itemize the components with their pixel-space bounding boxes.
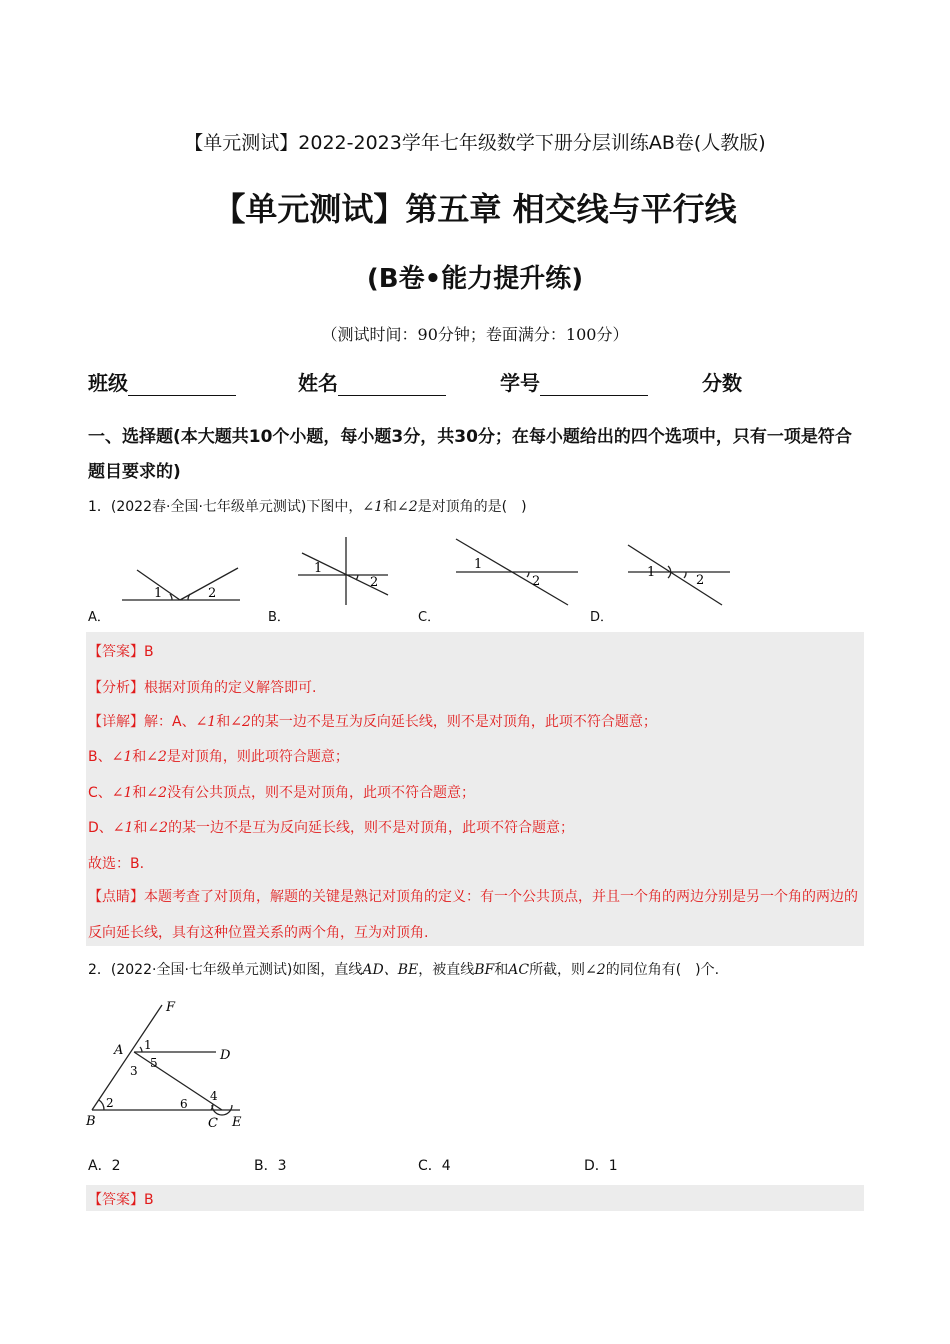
q2-option-b[interactable]: B．3 (254, 1158, 287, 1174)
student-id-label: 学号 (500, 371, 540, 395)
q1-detail-b: B、∠1和∠2是对顶角，则此项符合题意； (88, 749, 349, 765)
q1-analysis: 【分析】根据对顶角的定义解答即可. (88, 680, 317, 696)
q1-option-c[interactable]: C． (418, 610, 441, 625)
q1-answer: 【答案】B (88, 644, 154, 660)
q2-label-c: C (208, 1116, 218, 1131)
student-id-field (500, 367, 648, 396)
fig-c-label-2: 2 (532, 574, 541, 589)
q2-answer-panel (86, 1185, 864, 1211)
q2-angle-2: 2 (106, 1096, 114, 1110)
name-label: 姓名 (298, 371, 338, 395)
score-field (702, 367, 742, 396)
fig-b-label-2: 2 (370, 575, 379, 590)
q2-angle-6: 6 (180, 1097, 188, 1111)
fig-a-label-1: 1 (154, 586, 163, 601)
q1-option-a[interactable]: A． (88, 610, 110, 625)
document-header: 【单元测试】2022-2023学年七年级数学下册分层训练AB卷(人教版) (184, 132, 766, 154)
page-subtitle: (B卷•能力提升练) (366, 264, 584, 294)
fig-d-label-1: 1 (647, 565, 656, 580)
q1-conclusion: 故选：B. (88, 856, 145, 872)
q2-angle-4: 4 (210, 1089, 218, 1103)
student-id-blank (540, 375, 648, 396)
class-blank (128, 375, 236, 396)
question-2-stem: 2．(2022·全国·七年级单元测试)如图，直线AD、BE，被直线BF和AC所截，则∠2的同位角有( )个. (88, 962, 720, 978)
q1-stem-suffix: 是对顶角的是( ) (417, 499, 527, 515)
q1-angle-2: ∠2 (397, 499, 418, 515)
q1-angle-1: ∠1 (362, 499, 384, 515)
figure-option-c (456, 539, 578, 605)
q2-answer: 【答案】B (88, 1192, 154, 1208)
q1-and: 和 (383, 499, 398, 515)
exam-info: （测试时间：90分钟；卷面满分：100分） (321, 325, 629, 344)
figure-option-a (122, 568, 240, 600)
fig-b-label-1: 1 (314, 561, 323, 576)
fig-d-label-2: 2 (696, 573, 705, 588)
q2-angle-5: 5 (150, 1056, 158, 1070)
q2-label-b: B (86, 1114, 96, 1129)
q2-figure-lines (92, 1005, 240, 1115)
fig-a-label-2: 2 (208, 586, 217, 601)
question-1-stem (88, 496, 527, 516)
name-field (298, 367, 446, 396)
q2-option-a[interactable]: A．2 (88, 1158, 121, 1174)
fig-c-label-1: 1 (474, 557, 483, 572)
q2-label-e: E (232, 1115, 242, 1130)
q2-label-d: D (220, 1048, 231, 1063)
page-title: 【单元测试】第五章 相交线与平行线 (213, 190, 737, 228)
score-label: 分数 (702, 371, 742, 395)
q2-option-d[interactable]: D．1 (584, 1158, 618, 1174)
q1-option-b[interactable]: B． (268, 610, 290, 625)
q1-detail-a: 【详解】解：A、∠1和∠2的某一边不是互为反向延长线，则不是对顶角，此项不符合题意； (88, 714, 657, 730)
q1-detail-d: D、∠1和∠2的某一边不是互为反向延长线，则不是对顶角，此项不符合题意； (88, 820, 575, 836)
question-2-figure (80, 995, 270, 1135)
name-blank (338, 375, 446, 396)
q2-option-c[interactable]: C．4 (418, 1158, 451, 1174)
figure-option-d (628, 545, 730, 605)
q1-stem-prefix: 1．(2022春·全国·七年级单元测试)下图中， (88, 499, 363, 515)
q2-label-f: F (166, 1000, 176, 1015)
q2-label-a: A (114, 1043, 124, 1058)
q2-angle-3: 3 (130, 1064, 138, 1078)
q1-comment: 【点睛】本题考查了对顶角，解题的关键是熟记对顶角的定义：有一个公共顶点，并且一个角的两边分别是另一个角的两边的反向延长线，具有这种位置关系的两个角，互为对顶角. (88, 889, 858, 941)
q2-angle-1: 1 (144, 1038, 152, 1052)
class-field (88, 367, 236, 396)
section-heading: 一、选择题(本大题共10个小题，每小题3分，共30分；在每小题给出的四个选项中，只有一项是符合题目要求的) (88, 427, 852, 482)
figure-option-b (298, 537, 388, 605)
q1-detail-c: C、∠1和∠2没有公共顶点，则不是对顶角，此项不符合题意； (88, 785, 476, 801)
class-label: 班级 (88, 371, 128, 395)
q1-option-d[interactable]: D． (590, 610, 614, 625)
